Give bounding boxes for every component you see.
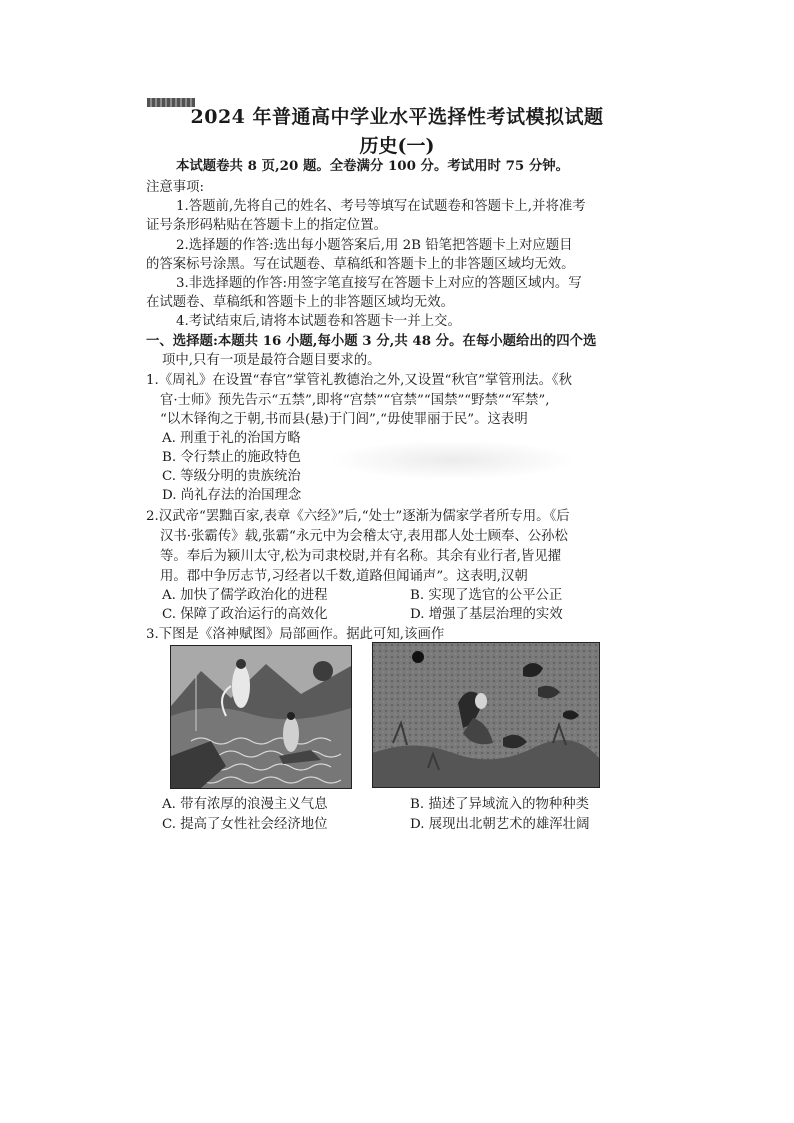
- notice-line: 的答案标号涂黑。写在试题卷、草稿纸和答题卡上的非答题区域均无效。: [146, 257, 575, 272]
- option-a[interactable]: A. 刑重于礼的治国方略: [162, 431, 301, 446]
- notice-line: 1.答题前,先将自己的姓名、考号等填写在试题卷和答题卡上,并将准考: [176, 199, 586, 214]
- question-stem-line: 汉书·张霸传》载,张霸“永元中为会稽太守,表用郡人处士顾奉、公孙松: [160, 529, 568, 544]
- notice-line: 证号条形码粘贴在答题卡上的指定位置。: [146, 218, 388, 233]
- luoshen-painting-left: [170, 645, 352, 789]
- question-stem-line: 用。郡中争厉志节,习经者以千数,道路但闻诵声”。这表明,汉朝: [160, 569, 528, 584]
- option-b[interactable]: B. 令行禁止的施政特色: [162, 450, 301, 465]
- question-stem-line: 等。奉后为颍川太守,松为司隶校尉,并有名称。其余有业行者,皆见擢: [160, 549, 562, 564]
- notice-line: 2.选择题的作答:选出每小题答案后,用 2B 铅笔把答题卡上对应题目: [176, 238, 573, 253]
- exam-title: 2024 年普通高中学业水平选择性考试模拟试题: [190, 106, 604, 128]
- question-stem-line: 1.《周礼》在设置“春官”掌管礼教德治之外,又设置“秋官”掌管刑法。《秋: [146, 373, 573, 388]
- question-stem-line: 官·士师》预先告示“五禁”,即将“宫禁”“官禁”“国禁”“野禁”“军禁”,: [160, 393, 550, 408]
- question-stem-line: 2.汉武帝“罢黜百家,表章《六经》”后,“处士”逐渐为儒家学者所专用。《后: [146, 509, 570, 524]
- section-heading: 一、选择题:本题共 16 小题,每小题 3 分,共 48 分。在每小题给出的四个选: [146, 333, 597, 349]
- notice-heading: 注意事项:: [146, 180, 205, 195]
- option-b[interactable]: B. 描述了异域流入的物种种类: [410, 797, 590, 812]
- exam-summary: 本试题卷共 8 页,20 题。全卷满分 100 分。考试用时 75 分钟。: [176, 158, 570, 174]
- notice-line: 在试题卷、草稿纸和答题卡上的非答题区域均无效。: [146, 295, 454, 310]
- option-a[interactable]: A. 加快了儒学政治化的进程: [162, 588, 328, 603]
- notice-line: 4.考试结束后,请将本试题卷和答题卡一并上交。: [176, 314, 461, 329]
- option-c[interactable]: C. 保障了政治运行的高效化: [162, 607, 328, 622]
- option-d[interactable]: D. 展现出北朝艺术的雄浑壮阔: [410, 817, 590, 832]
- option-b[interactable]: B. 实现了选官的公平公正: [410, 588, 563, 603]
- option-d[interactable]: D. 增强了基层治理的实效: [410, 607, 563, 622]
- scan-smudge: [328, 440, 578, 480]
- option-d[interactable]: D. 尚礼存法的治国理念: [162, 488, 302, 503]
- option-c[interactable]: C. 等级分明的贵族统治: [162, 469, 301, 484]
- luoshen-painting-right: [372, 642, 600, 788]
- question-stem-line: “以木铎徇之于朝,书而县(悬)于门闾”,“毋使罪丽于民”。这表明: [160, 412, 528, 427]
- option-a[interactable]: A. 带有浓厚的浪漫主义气息: [162, 797, 328, 812]
- notice-line: 3.非选择题的作答:用签字笔直接写在答题卡上对应的答题区域内。写: [176, 276, 582, 291]
- exam-subject: 历史(一): [359, 135, 435, 157]
- option-c[interactable]: C. 提高了女性社会经济地位: [162, 817, 328, 832]
- question-stem-line: 3.下图是《洛神赋图》局部画作。据此可知,该画作: [146, 627, 445, 642]
- section-heading-cont: 项中,只有一项是最符合题目要求的。: [162, 353, 381, 368]
